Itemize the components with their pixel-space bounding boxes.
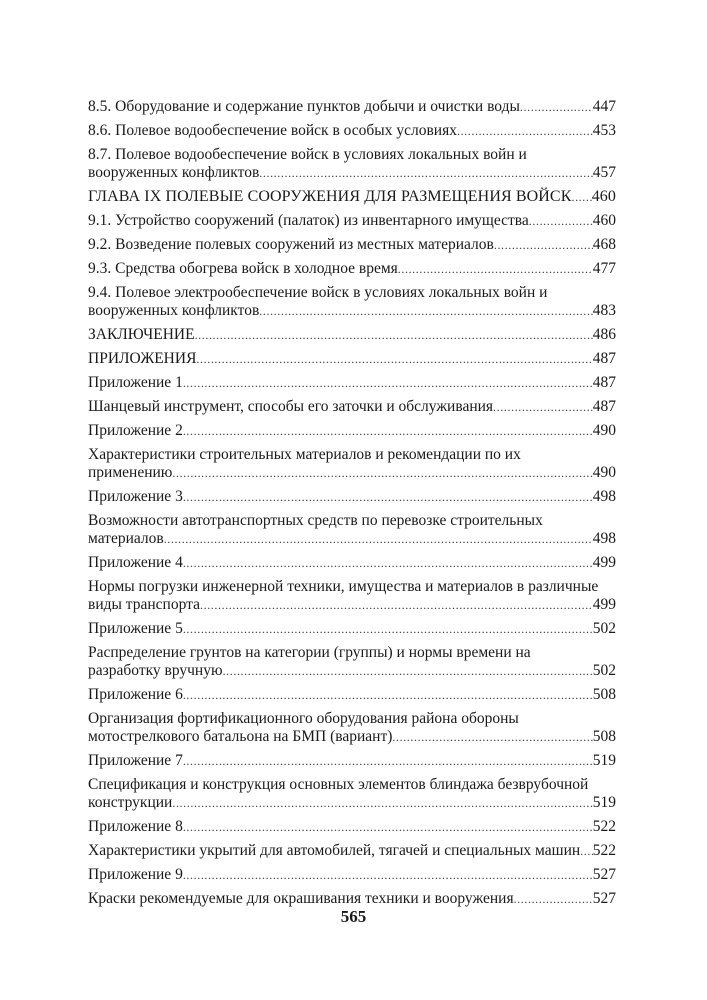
toc-page-number: 502 (592, 620, 616, 637)
toc-entry[interactable] (88, 143, 616, 185)
toc-entry[interactable] (88, 323, 616, 347)
toc-page-number: 460 (591, 188, 616, 205)
toc-entry-line (88, 530, 616, 548)
toc-entry[interactable] (88, 707, 616, 749)
toc-page-number: 527 (592, 866, 616, 883)
toc-entry-line (88, 326, 616, 344)
toc-entry[interactable] (88, 773, 616, 815)
toc-entry-title: 8.6. Полевое водообеспечение войск в особых условиях (88, 122, 457, 139)
toc-page-number: 477 (592, 260, 616, 277)
toc-page-number: 468 (592, 236, 616, 253)
toc-entry-title: разработку вручную (88, 662, 223, 679)
toc-entry[interactable] (88, 551, 616, 575)
toc-entry-title: Шанцевый инструмент, способы его заточки и обслуживания (88, 398, 494, 415)
toc-entry-line (88, 236, 616, 254)
toc-entry-title: Нормы погрузки инженерной техники, имущества и материалов в различные (88, 578, 599, 595)
toc-entry-title: вооруженных конфликтов (88, 302, 260, 319)
toc-entry-title: ЗАКЛЮЧЕНИЕ (88, 326, 195, 343)
toc-entry-line (88, 710, 616, 728)
toc-entry-line (88, 374, 616, 392)
toc-entry-title: Характеристики укрытий для автомобилей, тягачей и специальных машин (88, 842, 581, 859)
toc-entry[interactable] (88, 749, 616, 773)
toc-entry-line (88, 488, 616, 506)
dot-leader (571, 188, 591, 206)
toc-entry-title: применению (88, 464, 173, 481)
toc-entry-line (88, 662, 616, 680)
toc-entry-title: Приложение 6 (88, 686, 183, 703)
dot-leader (183, 620, 593, 638)
toc-entry[interactable] (88, 485, 616, 509)
toc-page-number: 490 (592, 464, 616, 481)
toc-entry-line (88, 728, 616, 746)
toc-entry-title: 9.4. Полевое электрообеспечение войск в условиях локальных войн и (88, 284, 548, 301)
toc-entry-title: вооруженных конфликтов (88, 164, 260, 181)
dot-leader (172, 464, 592, 482)
toc-entry-title: Приложение 8 (88, 818, 183, 835)
toc-entry-line (88, 422, 616, 440)
toc-entry-title: Приложение 9 (88, 866, 183, 883)
toc-entry-title: Характеристики строительных материалов и рекомендации по их (88, 446, 521, 463)
toc-entry-title: материалов (88, 530, 164, 547)
toc-entry-title: конструкции (88, 794, 173, 811)
toc-entry-line (88, 122, 616, 140)
toc-page-number: 483 (592, 302, 616, 319)
toc-entry-title: ГЛАВА IX ПОЛЕВЫЕ СООРУЖЕНИЯ ДЛЯ РАЗМЕЩЕНИЯ ВОЙСК (88, 188, 572, 205)
toc-entry-title: 8.5. Оборудование и содержание пунктов добычи и очистки воды (88, 98, 520, 115)
toc-page-number: 460 (592, 212, 616, 229)
dot-leader (183, 488, 593, 506)
toc-page-number: 519 (592, 752, 616, 769)
dot-leader (183, 752, 593, 770)
toc-entry-line (88, 284, 616, 302)
toc-entry-title: 9.1. Устройство сооружений (палаток) из инвентарного имущества (88, 212, 529, 229)
toc-entry-title: виды транспорта (88, 596, 200, 613)
dot-leader (183, 422, 593, 440)
dot-leader (259, 302, 592, 320)
toc-entry-line (88, 260, 616, 278)
toc-entry-title: 9.3. Средства обогрева войск в холодное время (88, 260, 398, 277)
toc-entry-title: Краски рекомендуемые для окрашивания техники и вооружения (88, 890, 514, 907)
toc-entry-title: Организация фортификационного оборудования района обороны (88, 710, 519, 727)
toc-entry[interactable] (88, 281, 616, 323)
toc-entry[interactable] (88, 371, 616, 395)
toc-entry-line (88, 644, 616, 662)
toc-page-number: 498 (592, 488, 616, 505)
dot-leader (493, 398, 593, 416)
toc-entry-title: Приложение 4 (88, 554, 183, 571)
dot-leader (183, 686, 593, 704)
toc-page-number: 499 (592, 596, 616, 613)
toc-page-number: 499 (592, 554, 616, 571)
toc-entry-line (88, 818, 616, 836)
toc-entry[interactable] (88, 641, 616, 683)
toc-entry-line (88, 794, 616, 812)
toc-entry-title: Приложение 2 (88, 422, 183, 439)
toc-entry-title: ПРИЛОЖЕНИЯ (88, 350, 197, 367)
dot-leader (529, 212, 593, 230)
toc-entry-line (88, 578, 616, 596)
dot-leader (223, 662, 593, 680)
toc-page-number: 502 (592, 662, 616, 679)
dot-leader (514, 890, 593, 908)
dot-leader (457, 122, 593, 140)
toc-page-number: 527 (592, 890, 616, 907)
toc-page-number: 486 (592, 326, 616, 343)
dot-leader (195, 326, 593, 344)
toc-entry[interactable] (88, 617, 616, 641)
toc-page-number: 487 (592, 350, 616, 367)
toc-entry[interactable] (88, 863, 616, 887)
toc-page-number: 447 (592, 98, 616, 115)
dot-leader (580, 842, 593, 860)
dot-leader (183, 374, 593, 392)
toc-page-number: 457 (592, 164, 616, 181)
dot-leader (259, 164, 592, 182)
toc-entry-title: Приложение 1 (88, 374, 183, 391)
toc-entry-title: Распределение грунтов на категории (группы) и нормы времени на (88, 644, 531, 661)
toc-entry[interactable] (88, 119, 616, 143)
toc-entry-line (88, 98, 616, 116)
toc-entry-title: Приложение 5 (88, 620, 183, 637)
dot-leader (520, 98, 593, 116)
toc-entry-line (88, 776, 616, 794)
toc-page-number: 508 (592, 728, 616, 745)
toc-page-number: 522 (592, 818, 616, 835)
toc-entry-line (88, 842, 616, 860)
toc-entry-line (88, 512, 616, 530)
dot-leader (494, 236, 593, 254)
toc-page-number: 508 (592, 686, 616, 703)
toc-entry-title: 9.2. Возведение полевых сооружений из местных материалов (88, 236, 494, 253)
toc-entry-line (88, 302, 616, 320)
toc-entry-line (88, 890, 616, 908)
toc-entry-title: Приложение 3 (88, 488, 183, 505)
toc-entry[interactable] (88, 443, 616, 485)
toc-entry[interactable] (88, 839, 616, 863)
toc-entry-line (88, 554, 616, 572)
toc-page-number: 487 (592, 374, 616, 391)
toc-entry-line (88, 620, 616, 638)
toc-entry[interactable] (88, 95, 616, 119)
toc-entry[interactable] (88, 257, 616, 281)
toc-entry-title: Спецификация и конструкция основных элементов блиндажа безврубочной (88, 776, 589, 793)
toc-entry-line (88, 398, 616, 416)
toc-entry-line (88, 866, 616, 884)
toc-entry-line (88, 188, 616, 206)
toc-page-number: 487 (592, 398, 616, 415)
dot-leader (398, 260, 593, 278)
toc-entry-line (88, 446, 616, 464)
toc-entry[interactable] (88, 233, 616, 257)
toc-entry-line (88, 752, 616, 770)
toc-entry-line (88, 596, 616, 614)
toc-entry-line (88, 350, 616, 368)
table-of-contents (88, 95, 616, 911)
dot-leader (196, 350, 592, 368)
toc-entry[interactable] (88, 509, 616, 551)
toc-entry[interactable] (88, 815, 616, 839)
toc-entry[interactable] (88, 683, 616, 707)
toc-entry[interactable] (88, 395, 616, 419)
toc-page-number: 519 (592, 794, 616, 811)
page-number: 565 (340, 907, 367, 926)
toc-entry-line (88, 464, 616, 482)
toc-entry[interactable] (88, 419, 616, 443)
toc-entry[interactable] (88, 347, 616, 371)
toc-entry-line (88, 146, 616, 164)
toc-entry-line (88, 164, 616, 182)
dot-leader (164, 530, 593, 548)
toc-page-number: 498 (592, 530, 616, 547)
toc-entry-title: Возможности автотранспортных средств по перевозке строительных (88, 512, 543, 529)
toc-entry[interactable] (88, 185, 616, 209)
dot-leader (183, 818, 593, 836)
toc-page-number: 490 (592, 422, 616, 439)
dot-leader (183, 866, 593, 884)
dot-leader (392, 728, 592, 746)
toc-entry-title: Приложение 7 (88, 752, 183, 769)
toc-entry[interactable] (88, 209, 616, 233)
toc-entry[interactable] (88, 575, 616, 617)
toc-entry-line (88, 212, 616, 230)
toc-entry-title: мотострелкового батальона на БМП (вариант) (88, 728, 393, 745)
dot-leader (172, 794, 592, 812)
toc-entry-title: 8.7. Полевое водообеспечение войск в условиях локальных войн и (88, 146, 527, 163)
dot-leader (200, 596, 593, 614)
toc-entry-line (88, 686, 616, 704)
toc-page-number: 453 (592, 122, 616, 139)
dot-leader (183, 554, 593, 572)
toc-page-number: 522 (592, 842, 616, 859)
